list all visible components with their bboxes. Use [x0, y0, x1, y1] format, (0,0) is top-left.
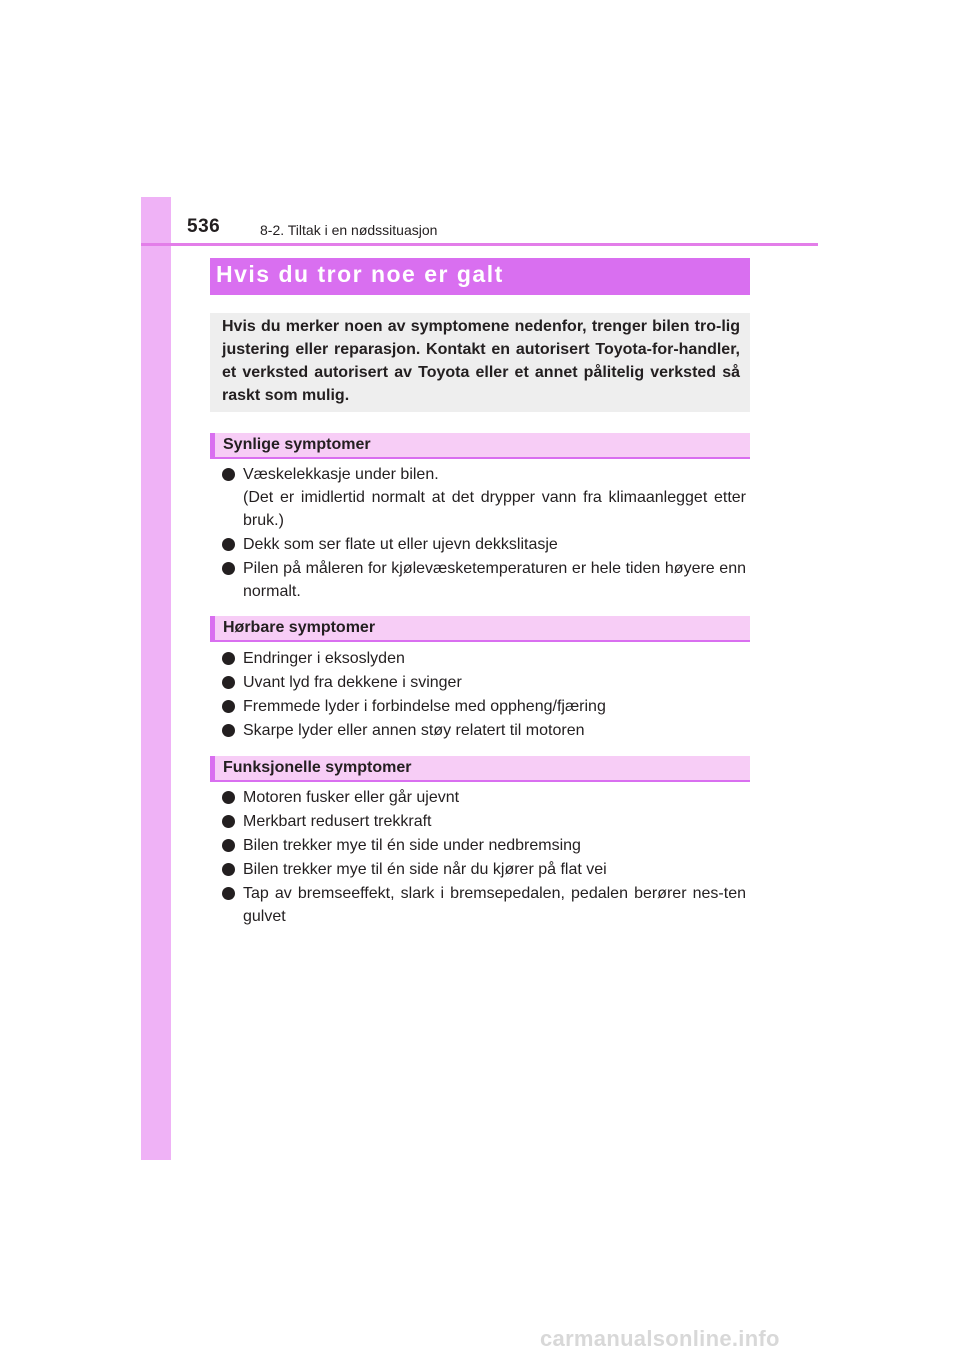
intro-text: Hvis du merker noen av symptomene nedenfor, trenger bilen tro-lig justering eller reparasjon. Kontakt en autorisert Toyota-for-handler, et verksted autorisert av Toyota eller et annet pålitelig verksted så raskt som mulig.: [222, 318, 740, 404]
list-item-text: Merkbart redusert trekkraft: [243, 813, 432, 830]
section-title-band: [210, 258, 750, 295]
bullet-icon: [222, 839, 235, 852]
list-item-text: Tap av bremseeffekt, slark i bremsepedalen, pedalen berører nes-ten gulvet: [243, 885, 746, 925]
list-item-text: Dekk som ser flate ut eller ujevn dekkslitasje: [243, 536, 558, 553]
section-heading-functional: [210, 756, 750, 782]
bullet-icon: [222, 468, 235, 481]
functional-symptoms-list: [222, 786, 746, 929]
heading-accent-bar: [210, 616, 215, 640]
chapter-title: 8-2. Tiltak i en nødssituasjon: [260, 222, 438, 238]
visible-symptoms-list: [222, 463, 746, 604]
bullet-icon: [222, 676, 235, 689]
list-item: [222, 719, 746, 742]
bullet-icon: [222, 562, 235, 575]
list-item-note: (Det er imidlertid normalt at det drypper vann fra klimaanlegget etter bruk.): [243, 489, 746, 529]
page-number: 536: [187, 216, 221, 237]
bullet-icon: [222, 700, 235, 713]
list-item: [222, 695, 746, 718]
list-item: [222, 463, 746, 532]
list-item-text: Fremmede lyder i forbindelse med oppheng/fjæring: [243, 698, 606, 715]
list-item: [222, 533, 746, 556]
bullet-icon: [222, 724, 235, 737]
list-item-text: Skarpe lyder eller annen støy relatert til motoren: [243, 722, 585, 739]
section-heading-audible: [210, 616, 750, 642]
list-item: [222, 647, 746, 670]
intro-box: [210, 313, 750, 412]
section-heading-text: Synlige symptomer: [223, 436, 371, 453]
bullet-icon: [222, 791, 235, 804]
heading-accent-bar: [210, 756, 215, 780]
bullet-icon: [222, 652, 235, 665]
list-item: [222, 858, 746, 881]
list-item: [222, 834, 746, 857]
list-item: [222, 671, 746, 694]
page-title: Hvis du tror noe er galt: [216, 261, 504, 287]
list-item-text: Endringer i eksoslyden: [243, 650, 405, 667]
list-item-text: Uvant lyd fra dekkene i svinger: [243, 674, 462, 691]
section-heading-visible: [210, 433, 750, 459]
heading-accent-bar: [210, 433, 215, 457]
list-item: [222, 557, 746, 603]
list-item-text: Motoren fusker eller går ujevnt: [243, 789, 460, 806]
list-item-text: Bilen trekker mye til én side under nedbremsing: [243, 837, 581, 854]
bullet-icon: [222, 538, 235, 551]
section-heading-text: Hørbare symptomer: [223, 619, 376, 636]
bullet-icon: [222, 887, 235, 900]
list-item-text: Bilen trekker mye til én side når du kjører på flat vei: [243, 861, 607, 878]
list-item: [222, 786, 746, 809]
list-item: [222, 810, 746, 833]
audible-symptoms-list: [222, 647, 746, 743]
bullet-icon: [222, 863, 235, 876]
list-item-text: Pilen på måleren for kjølevæsketemperaturen er hele tiden høyere enn normalt.: [243, 560, 746, 600]
header-divider: [141, 243, 818, 246]
bullet-icon: [222, 815, 235, 828]
list-item-text: Væskelekkasje under bilen.: [243, 466, 439, 483]
list-item: [222, 882, 746, 928]
side-tab-bar: [141, 197, 171, 1160]
site-watermark: carmanualsonline.info: [540, 1326, 780, 1351]
section-heading-text: Funksjonelle symptomer: [223, 759, 412, 776]
